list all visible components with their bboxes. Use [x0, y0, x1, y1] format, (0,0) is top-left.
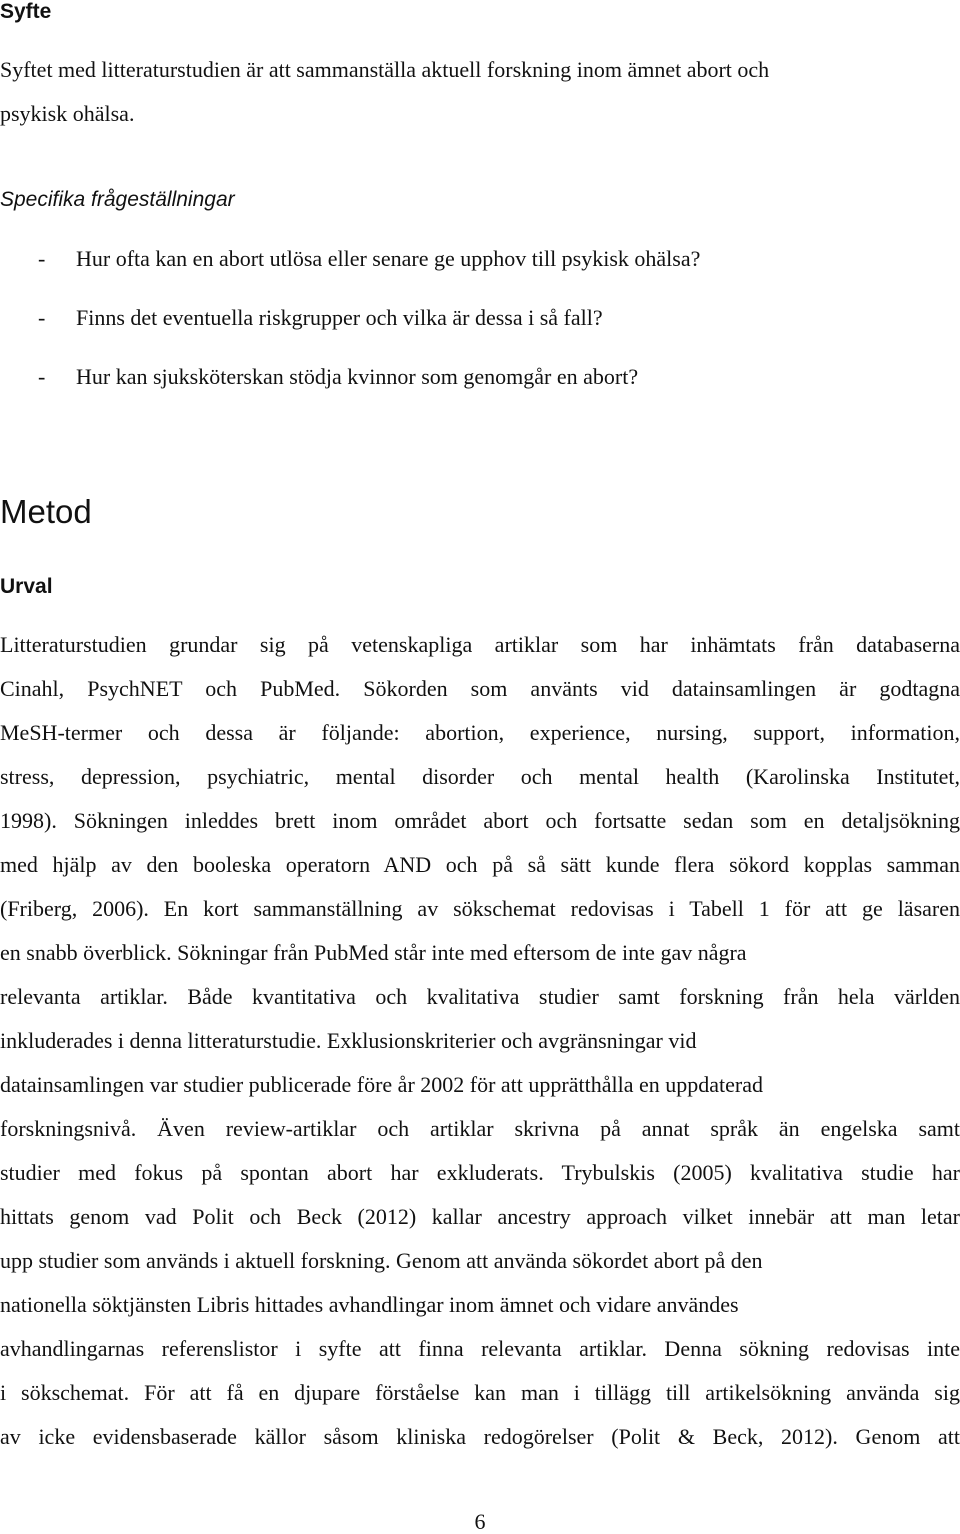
- subheading-urval: Urval: [0, 575, 53, 598]
- urval-paragraph-line: MeSH-termer och dessa är följande: abortion, experience, nursing, support, information,: [0, 720, 960, 745]
- list-dash: -: [38, 246, 46, 271]
- urval-paragraph-line: av icke evidensbaserade källor såsom kliniska redogörelser (Polit & Beck, 2012). Genom att: [0, 1424, 960, 1449]
- question-text: Finns det eventuella riskgrupper och vilka är dessa i så fall?: [76, 305, 603, 330]
- urval-paragraph-line: avhandlingarnas referenslistor i syfte att finna relevanta artiklar. Denna sökning redovisas inte: [0, 1336, 960, 1361]
- urval-paragraph-line: relevanta artiklar. Både kvantitativa och kvalitativa studier samt forskning från hela världen: [0, 984, 960, 1009]
- question-text: Hur ofta kan en abort utlösa eller senare ge upphov till psykisk ohälsa?: [76, 246, 701, 271]
- syfte-text-line-1: Syftet med litteraturstudien är att sammanställa aktuell forskning inom ämnet abort och: [0, 57, 770, 82]
- urval-paragraph-line: inkluderades i denna litteraturstudie. Exklusionskriterier och avgränsningar vid: [0, 1028, 697, 1053]
- list-dash: -: [38, 364, 46, 389]
- urval-paragraph-line: datainsamlingen var studier publicerade före år 2002 för att upprätthålla en uppdaterad: [0, 1072, 763, 1097]
- urval-paragraph-line: studier med fokus på spontan abort har exkluderats. Trybulskis (2005) kvalitativa studie har: [0, 1160, 960, 1185]
- subheading-specifika-fragestallningar: Specifika frågeställningar: [0, 188, 235, 211]
- urval-paragraph-line: (Friberg, 2006). En kort sammanställning av sökschemat redovisas i Tabell 1 för att ge läsaren: [0, 896, 960, 921]
- urval-paragraph-line: Cinahl, PsychNET och PubMed. Sökorden som använts vid datainsamlingen är godtagna: [0, 676, 960, 701]
- urval-paragraph-line: stress, depression, psychiatric, mental disorder och mental health (Karolinska Institutet,: [0, 764, 960, 789]
- urval-paragraph-line: hittats genom vad Polit och Beck (2012) kallar ancestry approach vilket innebär att man letar: [0, 1204, 960, 1229]
- urval-paragraph-line: upp studier som används i aktuell forskning. Genom att använda sökordet abort på den: [0, 1248, 763, 1273]
- question-text: Hur kan sjuksköterskan stödja kvinnor som genomgår en abort?: [76, 364, 639, 389]
- section-heading-metod: Metod: [0, 493, 92, 530]
- list-dash: -: [38, 305, 46, 330]
- urval-paragraph-line: Litteraturstudien grundar sig på vetenskapliga artiklar som har inhämtats från databaserna: [0, 632, 960, 657]
- page-number: 6: [474, 1509, 486, 1534]
- section-heading-syfte: Syfte: [0, 0, 52, 23]
- urval-paragraph-line: med hjälp av den booleska operatorn AND och på så sätt kunde flera sökord kopplas samman: [0, 852, 960, 877]
- syfte-text-line-2: psykisk ohälsa.: [0, 101, 135, 126]
- urval-paragraph-line: i sökschemat. För att få en djupare förståelse kan man i tillägg till artikelsökning använda sig: [0, 1380, 960, 1405]
- urval-paragraph-line: forskningsnivå. Även review-artiklar och artiklar skrivna på annat språk än engelska samt: [0, 1116, 960, 1141]
- urval-paragraph-line: en snabb överblick. Sökningar från PubMed står inte med eftersom de inte gav några: [0, 940, 747, 965]
- urval-paragraph-line: 1998). Sökningen inleddes brett inom området abort och fortsatte sedan som en detaljsökning: [0, 808, 960, 833]
- urval-paragraph-line: nationella söktjänsten Libris hittades avhandlingar inom ämnet och vidare användes: [0, 1292, 739, 1317]
